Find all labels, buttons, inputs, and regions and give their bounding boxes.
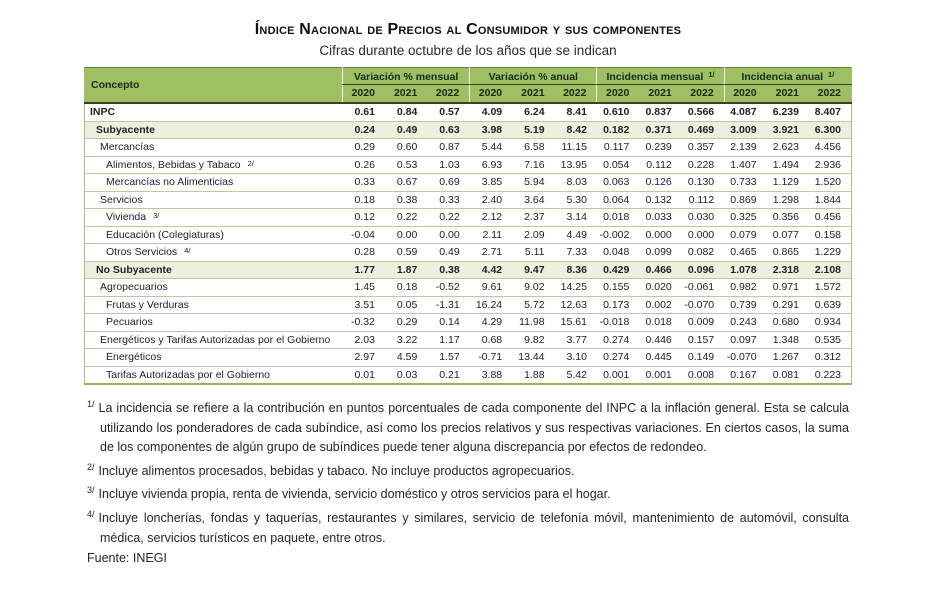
value-cell: 0.865: [767, 244, 809, 262]
value-cell: 0.18: [385, 279, 427, 297]
value-cell: 0.61: [343, 103, 385, 121]
value-cell: -0.070: [724, 349, 766, 367]
value-cell: 1.298: [767, 191, 809, 209]
value-cell: 0.67: [385, 174, 427, 192]
value-cell: 4.42: [470, 261, 512, 279]
concept-label: Pecuarios: [106, 316, 153, 328]
value-cell: 0.26: [343, 156, 385, 174]
value-cell: 0.149: [682, 349, 724, 367]
value-cell: 0.082: [682, 244, 724, 262]
concept-cell: [85, 366, 343, 384]
footnote-text: Incluye loncherías, fondas y taquerías, restaurantes y similares, servicio de telefonía móvil, mantenimiento de automóvil, consulta médica, servicios turísticos en paquete, entre otros.: [98, 511, 849, 545]
value-cell: 4.09: [470, 103, 512, 121]
concept-cell: [85, 279, 343, 297]
value-cell: 0.869: [724, 191, 766, 209]
value-cell: 0.60: [385, 139, 427, 157]
value-cell: 0.001: [597, 366, 639, 384]
value-cell: 0.033: [639, 209, 681, 227]
value-cell: 1.844: [809, 191, 852, 209]
column-group-header: [597, 68, 724, 85]
table-row: [85, 174, 852, 192]
year-column-header: 2021: [639, 85, 681, 104]
concept-cell: [85, 261, 343, 279]
footnote-marker: 1/: [87, 399, 95, 409]
concept-cell: [85, 121, 343, 139]
value-cell: 8.41: [555, 103, 597, 121]
value-cell: 3.22: [385, 331, 427, 349]
value-cell: 0.018: [639, 314, 681, 332]
value-cell: 16.24: [470, 296, 512, 314]
table-row: [85, 349, 852, 367]
value-cell: 1.03: [427, 156, 469, 174]
value-cell: 0.22: [385, 209, 427, 227]
value-cell: 0.002: [639, 296, 681, 314]
year-column-header: 2022: [555, 85, 597, 104]
value-cell: 0.008: [682, 366, 724, 384]
value-cell: 0.020: [639, 279, 681, 297]
value-cell: 0.158: [809, 226, 852, 244]
concept-cell: [85, 191, 343, 209]
value-cell: 0.535: [809, 331, 852, 349]
concept-label: Subyacente: [96, 123, 155, 136]
concept-cell: [85, 296, 343, 314]
value-cell: 0.126: [639, 174, 681, 192]
value-cell: 3.64: [512, 191, 554, 209]
value-cell: 0.456: [809, 209, 852, 227]
value-cell: 0.239: [639, 139, 681, 157]
value-cell: 6.239: [767, 103, 809, 121]
value-cell: 0.063: [597, 174, 639, 192]
table-row: [85, 261, 852, 279]
table-row: [85, 279, 852, 297]
year-column-header: 2020: [724, 85, 766, 104]
value-cell: 0.371: [639, 121, 681, 139]
value-cell: 0.356: [767, 209, 809, 227]
value-cell: 3.85: [470, 174, 512, 192]
column-group-label: Variación % anual: [488, 71, 578, 83]
value-cell: -0.32: [343, 314, 385, 332]
value-cell: 0.079: [724, 226, 766, 244]
value-cell: 0.87: [427, 139, 469, 157]
value-cell: 2.11: [470, 226, 512, 244]
value-cell: 11.98: [512, 314, 554, 332]
value-cell: 0.739: [724, 296, 766, 314]
footnote-marker: 4/: [87, 508, 95, 519]
value-cell: 1.87: [385, 261, 427, 279]
value-cell: 5.19: [512, 121, 554, 139]
value-cell: 9.47: [512, 261, 554, 279]
value-cell: 0.53: [385, 156, 427, 174]
value-cell: 0.59: [385, 244, 427, 262]
value-cell: 8.36: [555, 261, 597, 279]
value-cell: 0.38: [385, 191, 427, 209]
value-cell: 0.934: [809, 314, 852, 332]
value-cell: 3.921: [767, 121, 809, 139]
column-group-header: [724, 68, 851, 85]
value-cell: 0.22: [427, 209, 469, 227]
value-cell: 0.274: [597, 349, 639, 367]
value-cell: 1.17: [427, 331, 469, 349]
value-cell: 0.49: [427, 244, 469, 262]
value-cell: 8.407: [809, 103, 852, 121]
year-column-header: 2021: [512, 85, 554, 104]
value-cell: 0.28: [343, 244, 385, 262]
value-cell: 0.112: [639, 156, 681, 174]
value-cell: 0.223: [809, 366, 852, 384]
concept-cell: [85, 139, 343, 157]
concept-label: Frutas y Verduras: [106, 298, 189, 311]
value-cell: 0.466: [639, 261, 681, 279]
footnote: [87, 458, 849, 482]
value-cell: 6.93: [470, 156, 512, 174]
value-cell: 0.566: [682, 103, 724, 121]
value-cell: 14.25: [555, 279, 597, 297]
concept-cell: [85, 209, 343, 227]
year-column-header: 2022: [809, 85, 852, 104]
column-group-header: [343, 68, 470, 85]
value-cell: 0.03: [385, 366, 427, 384]
value-cell: 0.971: [767, 279, 809, 297]
value-cell: 11.15: [555, 139, 597, 157]
value-cell: -0.52: [427, 279, 469, 297]
value-cell: 0.05: [385, 296, 427, 314]
value-cell: 0.117: [597, 139, 639, 157]
concept-cell: [85, 156, 343, 174]
value-cell: 1.57: [427, 349, 469, 367]
value-cell: 1.407: [724, 156, 766, 174]
value-cell: -0.061: [682, 279, 724, 297]
footnote-text: Incluye alimentos procesados, bebidas y tabaco. No incluye productos agropecuarios.: [98, 463, 575, 478]
concept-cell: [85, 103, 343, 121]
footnote-reference-icon: 1/: [828, 70, 835, 79]
value-cell: 3.14: [555, 209, 597, 227]
page-title: Índice Nacional de Precios al Consumidor y sus componentes: [254, 21, 682, 38]
table-header: [85, 68, 852, 104]
year-column-header: 2021: [767, 85, 809, 104]
value-cell: 0.009: [682, 314, 724, 332]
value-cell: 1.520: [809, 174, 852, 192]
value-cell: 0.000: [682, 226, 724, 244]
value-cell: -0.04: [343, 226, 385, 244]
value-cell: 0.469: [682, 121, 724, 139]
value-cell: 0.132: [639, 191, 681, 209]
value-cell: 9.82: [512, 331, 554, 349]
column-group-label: Variación % mensual: [353, 71, 459, 83]
value-cell: 5.72: [512, 296, 554, 314]
value-cell: 0.243: [724, 314, 766, 332]
concept-label: Energéticos: [106, 351, 162, 363]
value-cell: 0.18: [343, 191, 385, 209]
value-cell: 0.000: [639, 226, 681, 244]
value-cell: 6.300: [809, 121, 852, 139]
value-cell: 0.12: [343, 209, 385, 227]
value-cell: 0.38: [427, 261, 469, 279]
value-cell: 0.182: [597, 121, 639, 139]
value-cell: 0.84: [385, 103, 427, 121]
value-cell: 2.139: [724, 139, 766, 157]
footnote-reference-icon: 1/: [708, 70, 715, 79]
value-cell: 4.49: [555, 226, 597, 244]
value-cell: 0.68: [470, 331, 512, 349]
value-cell: 2.40: [470, 191, 512, 209]
table-row: [85, 191, 852, 209]
value-cell: 0.130: [682, 174, 724, 192]
concept-label: Educación (Colegiaturas): [106, 228, 224, 241]
value-cell: 2.318: [767, 261, 809, 279]
value-cell: 0.097: [724, 331, 766, 349]
source-line: Fuente: INEGI: [87, 551, 167, 566]
value-cell: 4.59: [385, 349, 427, 367]
value-cell: 6.24: [512, 103, 554, 121]
value-cell: 0.445: [639, 349, 681, 367]
value-cell: 0.312: [809, 349, 852, 367]
footnote-text: Incluye vivienda propia, renta de vivienda, servicio doméstico y otros servicios para el hogar.: [98, 487, 611, 502]
footnote-text: La incidencia se refiere a la contribución en puntos porcentuales de cada componente del INPC a la inflación general. Esta se calcula utilizando los ponderadores de cada subíndice, así como los precios relativos y sus respectivas variaciones. En ciertos casos, la suma de los componentes de algún grupo de subíndices puede tener alguna discrepancia por efectos de redondeo.: [98, 401, 849, 455]
concept-cell: [85, 244, 343, 262]
value-cell: 12.63: [555, 296, 597, 314]
year-column-header: 2020: [597, 85, 639, 104]
value-cell: 3.77: [555, 331, 597, 349]
value-cell: 3.10: [555, 349, 597, 367]
value-cell: 5.44: [470, 139, 512, 157]
value-cell: 5.11: [512, 244, 554, 262]
footnote: [87, 481, 849, 505]
value-cell: 1.129: [767, 174, 809, 192]
table-row: [85, 156, 852, 174]
value-cell: 4.087: [724, 103, 766, 121]
concept-cell: [85, 314, 343, 332]
year-column-header: 2020: [470, 85, 512, 104]
value-cell: 1.494: [767, 156, 809, 174]
value-cell: 0.157: [682, 331, 724, 349]
cpi-table: [84, 67, 852, 385]
value-cell: 7.16: [512, 156, 554, 174]
year-column-header: 2020: [343, 85, 385, 104]
concept-cell: [85, 174, 343, 192]
value-cell: 7.33: [555, 244, 597, 262]
value-cell: 0.018: [597, 209, 639, 227]
value-cell: 0.048: [597, 244, 639, 262]
value-cell: 0.982: [724, 279, 766, 297]
value-cell: 2.108: [809, 261, 852, 279]
year-column-header: 2022: [682, 85, 724, 104]
concept-column-header: Concepto: [85, 68, 343, 104]
value-cell: 13.95: [555, 156, 597, 174]
value-cell: 0.33: [427, 191, 469, 209]
value-cell: 0.081: [767, 366, 809, 384]
value-cell: 2.37: [512, 209, 554, 227]
value-cell: 0.639: [809, 296, 852, 314]
value-cell: 0.357: [682, 139, 724, 157]
value-cell: 0.610: [597, 103, 639, 121]
value-cell: 0.064: [597, 191, 639, 209]
table-row: [85, 331, 852, 349]
value-cell: 2.09: [512, 226, 554, 244]
footnote: [87, 505, 849, 548]
value-cell: 0.274: [597, 331, 639, 349]
table-row: [85, 139, 852, 157]
value-cell: 0.054: [597, 156, 639, 174]
value-cell: 0.57: [427, 103, 469, 121]
value-cell: 0.49: [385, 121, 427, 139]
value-cell: 0.33: [343, 174, 385, 192]
value-cell: 15.61: [555, 314, 597, 332]
footnote-marker: 3/: [87, 485, 95, 496]
value-cell: 5.30: [555, 191, 597, 209]
value-cell: 1.572: [809, 279, 852, 297]
column-group-header: [470, 68, 597, 85]
page-subtitle: Cifras durante octubre de los años que se indican: [319, 43, 617, 58]
value-cell: 1.88: [512, 366, 554, 384]
value-cell: 0.099: [639, 244, 681, 262]
value-cell: 2.03: [343, 331, 385, 349]
concept-label: Alimentos, Bebidas y Tabaco: [106, 158, 241, 171]
value-cell: 2.71: [470, 244, 512, 262]
table-row: [85, 244, 852, 262]
value-cell: -0.018: [597, 314, 639, 332]
value-cell: 13.44: [512, 349, 554, 367]
value-cell: 0.001: [639, 366, 681, 384]
concept-label: No Subyacente: [96, 263, 172, 276]
value-cell: 2.623: [767, 139, 809, 157]
value-cell: 0.00: [385, 226, 427, 244]
value-cell: 1.45: [343, 279, 385, 297]
table-row: [85, 226, 852, 244]
value-cell: -1.31: [427, 296, 469, 314]
table-row: [85, 366, 852, 384]
value-cell: -0.070: [682, 296, 724, 314]
value-cell: 0.01: [343, 366, 385, 384]
table-row: [85, 209, 852, 227]
value-cell: 0.030: [682, 209, 724, 227]
value-cell: 5.94: [512, 174, 554, 192]
value-cell: 0.291: [767, 296, 809, 314]
value-cell: -0.002: [597, 226, 639, 244]
concept-label: Energéticos y Tarifas Autorizadas por el Gobierno: [100, 333, 331, 346]
value-cell: 0.29: [343, 139, 385, 157]
value-cell: 3.51: [343, 296, 385, 314]
value-cell: -0.71: [470, 349, 512, 367]
concept-label: Servicios: [100, 193, 143, 206]
concept-label: INPC: [90, 106, 116, 118]
value-cell: 0.733: [724, 174, 766, 192]
footnote-reference-icon: 2/: [247, 158, 254, 168]
value-cell: 4.456: [809, 139, 852, 157]
value-cell: 2.936: [809, 156, 852, 174]
value-cell: 8.42: [555, 121, 597, 139]
value-cell: 0.837: [639, 103, 681, 121]
year-column-header: 2022: [427, 85, 469, 104]
value-cell: 1.348: [767, 331, 809, 349]
value-cell: 6.58: [512, 139, 554, 157]
table-row: [85, 296, 852, 314]
value-cell: 3.98: [470, 121, 512, 139]
value-cell: 0.00: [427, 226, 469, 244]
footnote-reference-icon: 3/: [153, 211, 160, 220]
value-cell: 9.61: [470, 279, 512, 297]
value-cell: 2.97: [343, 349, 385, 367]
value-cell: 3.009: [724, 121, 766, 139]
value-cell: 0.077: [767, 226, 809, 244]
footnote: [87, 395, 849, 458]
value-cell: 0.446: [639, 331, 681, 349]
value-cell: 9.02: [512, 279, 554, 297]
value-cell: 0.228: [682, 156, 724, 174]
concept-label: Vivienda: [106, 211, 147, 223]
column-group-label: Incidencia mensual: [606, 71, 704, 83]
value-cell: 0.21: [427, 366, 469, 384]
value-cell: 0.465: [724, 244, 766, 262]
year-column-header: 2021: [385, 85, 427, 104]
concept-label: Otros Servicios: [106, 246, 178, 258]
value-cell: 0.69: [427, 174, 469, 192]
value-cell: 0.167: [724, 366, 766, 384]
value-cell: 0.24: [343, 121, 385, 139]
concept-label: Agropecuarios: [100, 281, 168, 293]
column-group-label: Incidencia anual: [741, 71, 824, 83]
footnote-marker: 2/: [87, 461, 95, 472]
concept-cell: [85, 349, 343, 367]
value-cell: 0.680: [767, 314, 809, 332]
value-cell: 8.03: [555, 174, 597, 192]
footnotes: [87, 395, 849, 569]
concept-label: Mercancías: [100, 141, 155, 153]
value-cell: 1.078: [724, 261, 766, 279]
concept-label: Tarifas Autorizadas por el Gobierno: [106, 368, 271, 381]
footnote-reference-icon: 4/: [184, 246, 191, 255]
value-cell: 0.429: [597, 261, 639, 279]
value-cell: 5.42: [555, 366, 597, 384]
value-cell: 1.267: [767, 349, 809, 367]
value-cell: 0.29: [385, 314, 427, 332]
value-cell: 0.173: [597, 296, 639, 314]
table-row: [85, 121, 852, 139]
value-cell: 0.14: [427, 314, 469, 332]
value-cell: 0.325: [724, 209, 766, 227]
value-cell: 2.12: [470, 209, 512, 227]
value-cell: 0.112: [682, 191, 724, 209]
concept-cell: [85, 331, 343, 349]
concept-cell: [85, 226, 343, 244]
value-cell: 0.155: [597, 279, 639, 297]
value-cell: 4.29: [470, 314, 512, 332]
value-cell: 1.77: [343, 261, 385, 279]
value-cell: 1.229: [809, 244, 852, 262]
value-cell: 0.096: [682, 261, 724, 279]
table-row: [85, 314, 852, 332]
table-row: [85, 103, 852, 121]
table-body: [85, 103, 852, 384]
concept-label: Mercancías no Alimenticias: [106, 176, 234, 188]
value-cell: 0.63: [427, 121, 469, 139]
value-cell: 3.88: [470, 366, 512, 384]
